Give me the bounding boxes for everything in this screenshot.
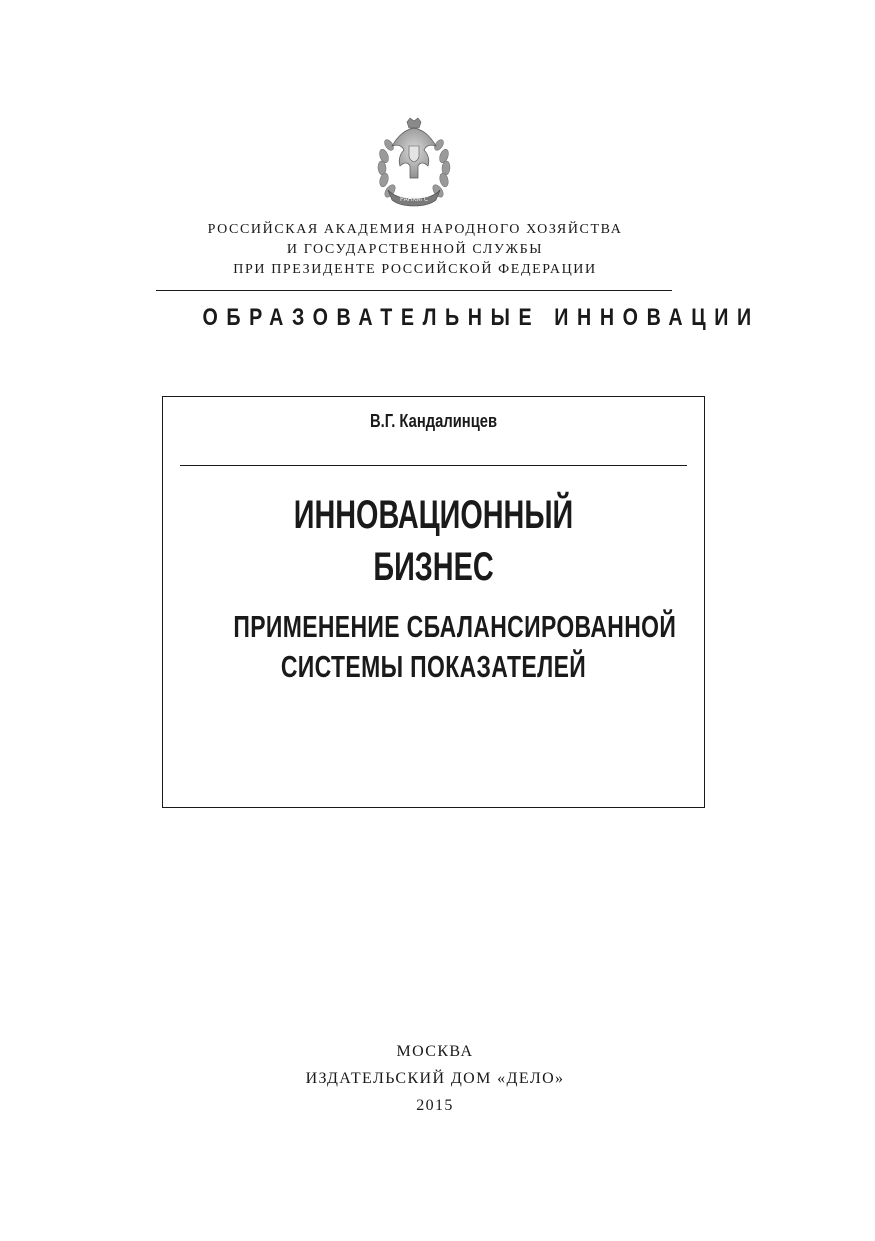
book-title xyxy=(239,489,629,593)
book-title-line-2: БИЗНЕС xyxy=(373,545,494,589)
title-frame xyxy=(162,396,705,808)
book-title-line-1: ИННОВАЦИОННЫЙ xyxy=(293,493,574,537)
series-title: ОБРАЗОВАТЕЛЬНЫЕ ИННОВАЦИИ xyxy=(202,304,760,331)
academy-line-3: ПРИ ПРЕЗИДЕНТЕ РОССИЙСКОЙ ФЕДЕРАЦИИ xyxy=(233,262,597,277)
imprint-city: МОСКВА xyxy=(396,1043,474,1060)
academy-line-1: РОССИЙСКАЯ АКАДЕМИЯ НАРОДНОГО ХОЗЯЙСТВА xyxy=(207,222,623,237)
top-divider xyxy=(156,290,672,291)
imprint-year: 2015 xyxy=(416,1097,454,1114)
author-name: В.Г. Кандалинцев xyxy=(369,411,498,431)
academy-line-2: И ГОСУДАРСТВЕННОЙ СЛУЖБЫ xyxy=(286,242,544,257)
academy-emblem-icon xyxy=(374,116,454,216)
book-subtitle xyxy=(233,607,677,687)
book-subtitle-line-1: ПРИМЕНЕНИЕ СБАЛАНСИРОВАННОЙ xyxy=(233,609,677,644)
imprint-publisher: ИЗДАТЕЛЬСКИЙ ДОМ «ДЕЛО» xyxy=(305,1070,565,1087)
academy-name xyxy=(0,220,830,280)
imprint xyxy=(0,1038,870,1119)
emblem-ribbon-text: РАНХиГС xyxy=(399,196,429,203)
author-divider xyxy=(180,465,687,466)
book-subtitle-line-2: СИСТЕМЫ ПОКАЗАТЕЛЕЙ xyxy=(280,649,587,684)
